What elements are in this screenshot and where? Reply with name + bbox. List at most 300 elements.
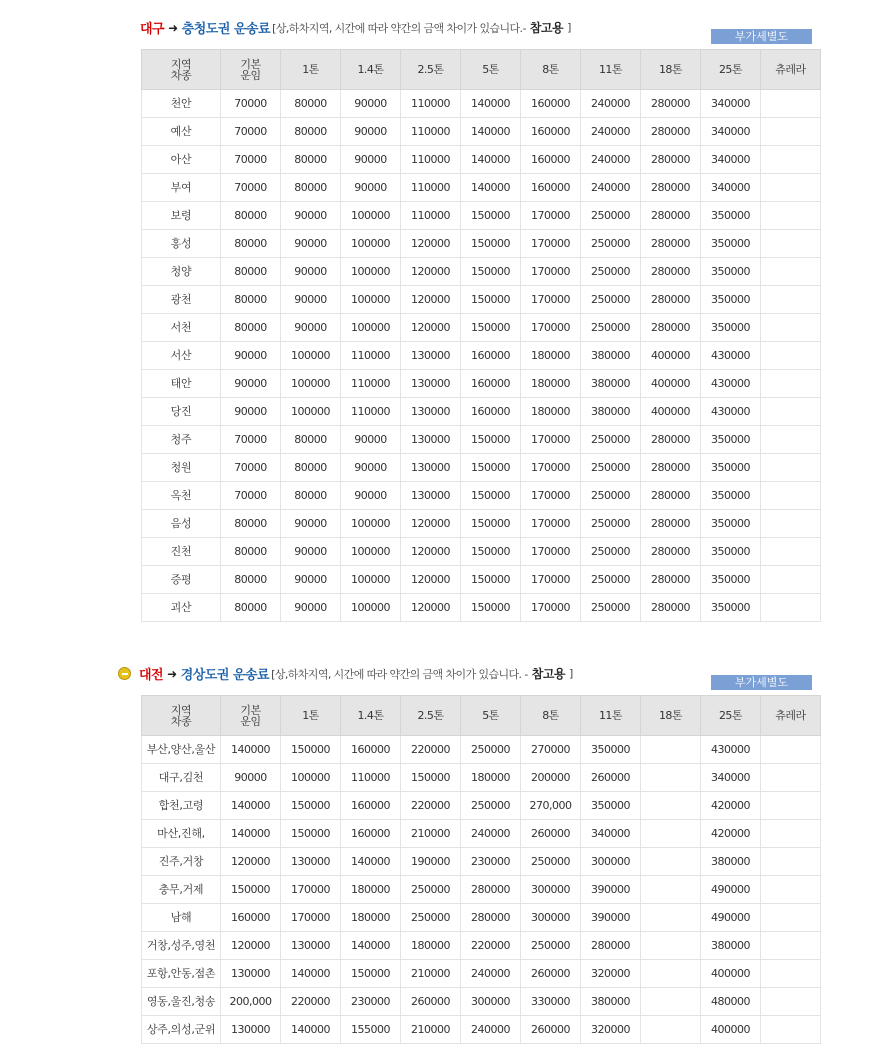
table-row [142,314,821,342]
region-cell: 괴산 [142,594,221,622]
rate-cell: 280000 [641,482,701,510]
rate-cell: 130000 [221,1016,281,1044]
rate-cell: 400000 [701,960,761,988]
rate-cell: 80000 [281,454,341,482]
rate-cell: 140000 [221,736,281,764]
rate-cell: 90000 [221,764,281,792]
rate-cell: 90000 [221,398,281,426]
rate-cell: 90000 [341,174,401,202]
region-cell: 당진 [142,398,221,426]
rate-cell: 120000 [401,510,461,538]
region-cell: 진천 [142,538,221,566]
rate-cell: 110000 [401,202,461,230]
rate-cell: 280000 [581,932,641,960]
rate-cell: 170000 [521,510,581,538]
rate-cell: 390000 [581,876,641,904]
rate-cell: 90000 [281,258,341,286]
column-header: 2.5톤 [401,50,461,90]
bullet-icon [118,667,131,680]
table-row [142,258,821,286]
table-row [142,510,821,538]
rate-cell: 130000 [401,398,461,426]
rate-cell: 90000 [341,482,401,510]
rate-cell: 90000 [281,566,341,594]
rate-cell [761,230,821,258]
rate-cell: 220000 [401,792,461,820]
rate-cell: 150000 [461,566,521,594]
rate-cell: 80000 [281,146,341,174]
rate-cell: 350000 [701,286,761,314]
rate-cell: 90000 [341,454,401,482]
rate-cell: 140000 [221,792,281,820]
rate-cell: 350000 [581,792,641,820]
price-note: [상,하차지역, 시간에 따라 약간의 금액 차이가 있습니다. - [271,667,528,681]
rate-cell: 120000 [221,932,281,960]
rate-cell: 150000 [461,426,521,454]
rate-cell: 170000 [521,230,581,258]
rate-cell: 160000 [341,736,401,764]
rate-cell [761,426,821,454]
rate-cell: 490000 [701,876,761,904]
rate-cell: 200000 [521,764,581,792]
rate-cell [761,482,821,510]
region-cell: 예산 [142,118,221,146]
rate-cell: 260000 [521,960,581,988]
region-cell: 부산,양산,울산 [142,736,221,764]
rate-cell [761,736,821,764]
rate-cell: 150000 [461,510,521,538]
region-cell: 거창,성주,영천 [142,932,221,960]
column-header: 25톤 [701,50,761,90]
rate-cell: 300000 [521,876,581,904]
rate-cell [761,286,821,314]
table-row [142,370,821,398]
rate-cell: 280000 [461,904,521,932]
rate-cell: 160000 [341,820,401,848]
rate-cell: 340000 [701,118,761,146]
rate-cell: 90000 [221,370,281,398]
rate-cell: 130000 [401,454,461,482]
table-row [142,538,821,566]
rate-cell: 280000 [641,202,701,230]
rate-cell: 400000 [641,370,701,398]
rate-cell: 280000 [641,146,701,174]
region-cell: 보령 [142,202,221,230]
rate-cell: 80000 [281,482,341,510]
rate-cell [641,792,701,820]
rate-cell: 70000 [221,118,281,146]
rate-cell: 250000 [581,538,641,566]
rate-cell: 80000 [221,258,281,286]
section-header [0,14,881,44]
arrow-right-icon: ➜ [167,666,177,681]
rate-cell: 100000 [341,230,401,258]
rate-cell: 280000 [641,286,701,314]
rate-cell: 270,000 [521,792,581,820]
rate-cell: 350000 [581,736,641,764]
rate-cell [761,1016,821,1044]
table-row [142,904,821,932]
rate-cell: 100000 [341,314,401,342]
vat-excluded-badge: 부가세별도 [711,29,812,44]
rate-cell: 90000 [281,314,341,342]
rate-cell: 100000 [341,538,401,566]
rate-cell: 350000 [701,230,761,258]
rate-cell: 250000 [581,454,641,482]
rate-cell: 270000 [521,736,581,764]
rate-cell: 250000 [581,566,641,594]
rate-cell [641,848,701,876]
rate-cell: 170000 [521,454,581,482]
rate-cell: 340000 [701,90,761,118]
rate-cell: 120000 [401,314,461,342]
rate-cell: 430000 [701,736,761,764]
rate-cell: 130000 [401,370,461,398]
rate-cell: 320000 [581,1016,641,1044]
rate-cell [761,848,821,876]
rate-cell: 120000 [221,848,281,876]
rate-cell: 220000 [281,988,341,1016]
rate-cell: 380000 [701,932,761,960]
rate-cell: 100000 [341,594,401,622]
rate-cell: 280000 [641,566,701,594]
rate-cell: 350000 [701,258,761,286]
rate-cell: 80000 [221,566,281,594]
rate-cell: 100000 [281,370,341,398]
rate-cell: 300000 [461,988,521,1016]
rate-cell: 210000 [401,820,461,848]
column-header: 1톤 [281,50,341,90]
rate-cell: 250000 [521,848,581,876]
rate-cell [641,988,701,1016]
region-cell: 마산,진해, [142,820,221,848]
rate-cell [761,314,821,342]
rate-cell: 120000 [401,566,461,594]
rate-cell: 130000 [401,426,461,454]
rate-cell: 260000 [521,1016,581,1044]
rate-cell [761,538,821,566]
rate-cell: 340000 [701,764,761,792]
rate-cell: 420000 [701,820,761,848]
table-row [142,342,821,370]
column-header: 25톤 [701,696,761,736]
section-title [140,18,571,37]
rate-cell: 350000 [701,454,761,482]
rate-cell: 140000 [341,932,401,960]
origin-city: 대전 [139,668,164,683]
rate-cell: 180000 [341,876,401,904]
rate-cell [641,960,701,988]
rate-cell: 350000 [701,510,761,538]
rate-cell: 160000 [521,146,581,174]
column-header: 5톤 [461,50,521,90]
rate-cell [761,342,821,370]
rate-cell: 160000 [521,118,581,146]
column-header: 지역 차종 [142,50,221,90]
rate-cell: 120000 [401,538,461,566]
rate-cell: 170000 [521,482,581,510]
rate-cell: 150000 [461,230,521,258]
table-row [142,286,821,314]
region-cell: 청주 [142,426,221,454]
rate-cell: 250000 [401,876,461,904]
rate-cell: 150000 [461,594,521,622]
region-cell: 서천 [142,314,221,342]
rate-cell [641,932,701,960]
rate-cell [761,258,821,286]
rate-cell [761,960,821,988]
table-row [142,736,821,764]
rate-cell: 70000 [221,426,281,454]
rate-cell [761,566,821,594]
header-row [142,696,821,736]
rate-cell [761,510,821,538]
vat-excluded-badge: 부가세별도 [711,675,812,690]
rate-cell: 250000 [461,736,521,764]
table-row [142,792,821,820]
rate-cell: 90000 [341,118,401,146]
region-cell: 영동,울진,청송 [142,988,221,1016]
rate-cell: 130000 [281,848,341,876]
rate-cell: 300000 [581,848,641,876]
rate-cell: 170000 [521,426,581,454]
rate-cell: 140000 [281,1016,341,1044]
rate-cell [761,398,821,426]
rate-cell: 220000 [401,736,461,764]
region-cell: 청원 [142,454,221,482]
rate-cell: 90000 [221,342,281,370]
rate-cell: 160000 [221,904,281,932]
rate-cell: 250000 [461,792,521,820]
rate-cell: 400000 [641,398,701,426]
region-cell: 옥천 [142,482,221,510]
rate-cell: 90000 [281,594,341,622]
rate-cell: 80000 [281,90,341,118]
rate-cell: 150000 [341,960,401,988]
rate-cell: 380000 [581,342,641,370]
rate-cell: 90000 [281,510,341,538]
region-cell: 광천 [142,286,221,314]
rate-cell [761,904,821,932]
rate-cell: 90000 [281,202,341,230]
rate-cell: 250000 [581,314,641,342]
column-header: 2.5톤 [401,696,461,736]
region-cell: 상주,의성,군위 [142,1016,221,1044]
rate-cell: 110000 [341,398,401,426]
region-cell: 홍성 [142,230,221,258]
gyeongsang-rate-section [0,660,881,1036]
rate-cell: 80000 [221,202,281,230]
region-cell: 서산 [142,342,221,370]
rate-cell: 80000 [221,510,281,538]
chungcheong-rate-section [0,14,881,614]
rate-cell: 170000 [521,286,581,314]
column-header: 지역 차종 [142,696,221,736]
rate-cell: 170000 [521,314,581,342]
rate-cell: 350000 [701,426,761,454]
rate-cell: 150000 [461,202,521,230]
table-row [142,988,821,1016]
rate-cell: 280000 [641,174,701,202]
rate-cell: 110000 [401,174,461,202]
rate-cell: 350000 [701,566,761,594]
rate-cell: 140000 [461,146,521,174]
rate-cell: 230000 [341,988,401,1016]
rate-cell: 160000 [461,398,521,426]
rate-cell [761,820,821,848]
column-header: 츄레라 [761,696,821,736]
rate-cell: 480000 [701,988,761,1016]
table-row [142,960,821,988]
rate-cell: 90000 [281,538,341,566]
section-title [118,664,573,683]
rate-cell: 210000 [401,1016,461,1044]
rate-cell: 110000 [341,764,401,792]
rate-cell: 400000 [701,1016,761,1044]
rate-cell: 400000 [641,342,701,370]
rate-cell: 120000 [401,594,461,622]
region-cell: 천안 [142,90,221,118]
rate-cell: 250000 [521,932,581,960]
rate-cell: 100000 [341,510,401,538]
rate-cell: 100000 [341,202,401,230]
rate-cell: 80000 [221,594,281,622]
reference-label: 참고용 [529,21,564,35]
rate-cell: 280000 [641,118,701,146]
rate-cell: 250000 [581,510,641,538]
rate-cell: 130000 [281,932,341,960]
table-row [142,876,821,904]
region-cell: 아산 [142,146,221,174]
rate-cell: 280000 [641,594,701,622]
rate-cell: 350000 [701,538,761,566]
rate-cell: 430000 [701,370,761,398]
table-row [142,230,821,258]
rate-cell: 120000 [401,230,461,258]
rate-cell: 180000 [521,370,581,398]
table-row [142,1016,821,1044]
rate-cell: 240000 [461,820,521,848]
table-row [142,820,821,848]
rate-cell: 100000 [341,566,401,594]
rate-cell: 280000 [641,90,701,118]
rate-cell: 180000 [521,342,581,370]
rate-cell: 150000 [221,876,281,904]
rate-cell: 80000 [281,426,341,454]
rate-cell: 350000 [701,594,761,622]
rate-cell: 380000 [581,398,641,426]
arrow-right-icon: ➜ [168,20,178,35]
rate-cell: 110000 [401,118,461,146]
rate-cell: 240000 [581,90,641,118]
rate-cell: 220000 [461,932,521,960]
region-cell: 음성 [142,510,221,538]
rate-cell: 330000 [521,988,581,1016]
region-cell: 남해 [142,904,221,932]
rate-cell: 70000 [221,90,281,118]
rate-cell: 200,000 [221,988,281,1016]
rate-cell: 150000 [281,820,341,848]
origin-city: 대구 [140,22,165,37]
rate-cell: 90000 [341,90,401,118]
column-header: 1.4톤 [341,50,401,90]
rate-cell: 350000 [701,314,761,342]
rate-cell [761,876,821,904]
rate-cell: 230000 [461,848,521,876]
rate-cell: 250000 [581,482,641,510]
rate-cell: 130000 [221,960,281,988]
section-header [0,660,881,690]
column-header: 기본 운임 [221,696,281,736]
rate-cell: 190000 [401,848,461,876]
rate-cell: 280000 [641,230,701,258]
rate-cell: 80000 [281,174,341,202]
rate-cell: 380000 [581,988,641,1016]
rate-cell: 240000 [581,118,641,146]
rate-cell: 110000 [401,146,461,174]
region-cell: 태안 [142,370,221,398]
rate-cell: 280000 [641,454,701,482]
rate-cell: 250000 [581,202,641,230]
rate-cell: 180000 [521,398,581,426]
table-row [142,594,821,622]
rate-cell: 150000 [461,454,521,482]
table-row [142,174,821,202]
rate-cell: 340000 [581,820,641,848]
rate-cell: 90000 [341,426,401,454]
rate-cell: 150000 [461,258,521,286]
rate-cell [761,454,821,482]
rate-cell [641,820,701,848]
rate-cell: 140000 [341,848,401,876]
rate-cell: 250000 [581,230,641,258]
rate-cell: 170000 [521,594,581,622]
column-header: 8톤 [521,696,581,736]
rate-cell: 300000 [521,904,581,932]
rate-cell: 150000 [281,736,341,764]
rate-cell: 240000 [581,146,641,174]
note-close-bracket: ] [567,21,571,34]
rate-table [141,49,821,622]
region-cell: 진주,거창 [142,848,221,876]
rate-cell: 280000 [461,876,521,904]
rate-cell: 260000 [521,820,581,848]
rate-cell: 90000 [341,146,401,174]
rate-cell: 170000 [521,202,581,230]
rate-cell: 350000 [701,482,761,510]
rate-cell [761,792,821,820]
rate-cell [641,904,701,932]
rate-cell: 80000 [281,118,341,146]
rate-cell: 140000 [461,174,521,202]
rate-cell: 150000 [281,792,341,820]
rate-cell: 155000 [341,1016,401,1044]
destination-title: 충청도권 운송료 [181,22,271,37]
rate-cell: 170000 [521,566,581,594]
table-row [142,426,821,454]
region-cell: 합천,고령 [142,792,221,820]
rate-cell: 250000 [401,904,461,932]
rate-cell: 180000 [341,904,401,932]
rate-cell [761,174,821,202]
rate-cell: 170000 [281,904,341,932]
region-cell: 청양 [142,258,221,286]
region-cell: 포항,안동,점촌 [142,960,221,988]
rate-cell: 110000 [341,342,401,370]
rate-cell: 250000 [581,594,641,622]
reference-label: 참고용 [531,667,566,681]
rate-cell: 100000 [281,398,341,426]
